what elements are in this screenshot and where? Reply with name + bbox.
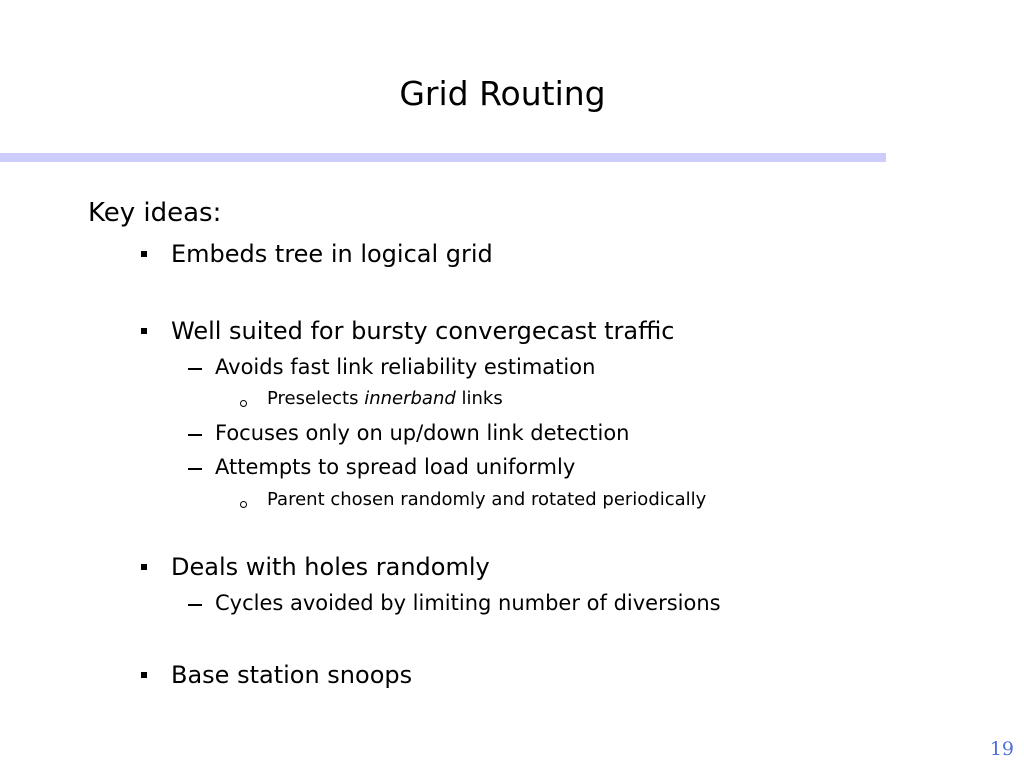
dash-bullet-icon xyxy=(188,604,202,606)
detail-text: Preselects xyxy=(267,388,365,409)
detail-text: links xyxy=(455,388,503,409)
sub-bullet-point: Attempts to spread load uniformly xyxy=(215,455,576,479)
detail-point xyxy=(267,388,503,410)
dash-bullet-icon xyxy=(188,434,202,436)
sub-bullet-point: Avoids fast link reliability estimation xyxy=(215,355,596,379)
square-bullet-icon xyxy=(141,672,147,678)
square-bullet-icon xyxy=(141,251,147,257)
slide-title: Grid Routing xyxy=(399,74,606,113)
bullet-point: Deals with holes randomly xyxy=(171,553,490,581)
square-bullet-icon xyxy=(141,564,147,570)
bullet-point: Base station snoops xyxy=(171,661,413,689)
page-number: 19 xyxy=(989,738,1014,760)
title-divider xyxy=(0,153,886,162)
bullet-point: Embeds tree in logical grid xyxy=(171,240,493,268)
dash-bullet-icon xyxy=(188,468,202,470)
detail-point: Parent chosen randomly and rotated periodically xyxy=(267,489,707,510)
square-bullet-icon xyxy=(141,328,147,334)
sub-bullet-point: Focuses only on up/down link detection xyxy=(215,421,630,445)
detail-emphasis: innerband xyxy=(364,388,456,409)
circle-bullet-icon xyxy=(240,400,247,407)
dash-bullet-icon xyxy=(188,368,202,370)
sub-bullet-point: Cycles avoided by limiting number of diversions xyxy=(215,591,721,615)
circle-bullet-icon xyxy=(240,501,247,508)
intro-heading: Key ideas: xyxy=(88,198,222,228)
bullet-point: Well suited for bursty convergecast traffic xyxy=(171,317,675,345)
